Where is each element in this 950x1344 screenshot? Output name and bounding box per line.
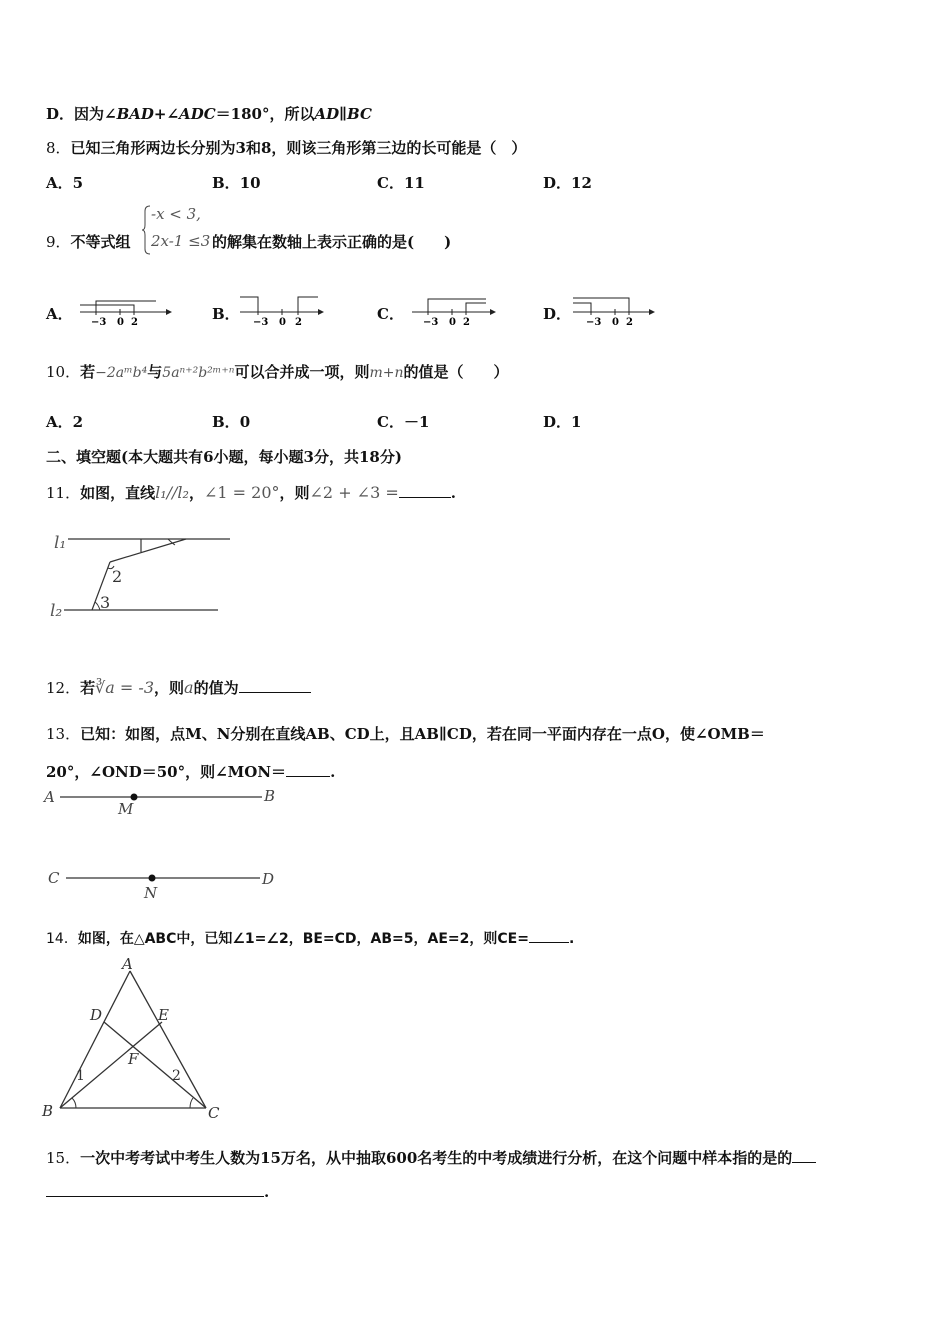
svg-text:2: 2 — [112, 567, 123, 586]
svg-text:3: 3 — [100, 593, 111, 612]
q10-option-c: C．－1 — [377, 413, 430, 431]
svg-text:1: 1 — [76, 1068, 85, 1084]
q12-answer-blank[interactable] — [239, 691, 311, 693]
q8-option-d: D．12 — [543, 174, 592, 192]
svg-text:2: 2 — [626, 317, 633, 328]
svg-text:B: B — [42, 1102, 54, 1120]
q13-figure — [44, 786, 294, 904]
q11-answer-blank[interactable] — [399, 496, 451, 498]
svg-text:−3: −3 — [253, 317, 269, 328]
svg-text:l₁: l₁ — [54, 533, 67, 553]
svg-text:F: F — [128, 1050, 139, 1068]
q8-option-c: C．11 — [377, 174, 425, 192]
q13-line2: 20°，∠OND＝50°，则∠MON＝ . — [46, 763, 336, 781]
svg-text:l₂: l₂ — [50, 601, 63, 621]
q10-option-a: A．2 — [46, 413, 84, 431]
q10-option-d: D．1 — [543, 413, 582, 431]
q14-answer-blank[interactable] — [529, 941, 569, 943]
svg-text:E: E — [158, 1006, 169, 1024]
svg-text:C: C — [208, 1104, 220, 1122]
q9-option-d: D． — [543, 305, 572, 323]
q9-option-a: A． — [46, 305, 73, 323]
q9-stem-after: 的解集在数轴上表示正确的是( ) — [212, 233, 452, 251]
svg-text:−3: −3 — [423, 317, 439, 328]
q10-option-b: B．0 — [212, 413, 251, 431]
section2-title: 二、填空题(本大题共有6小题，每小题3分，共18分) — [46, 448, 402, 466]
svg-text:0: 0 — [117, 317, 124, 328]
svg-text:A: A — [44, 788, 55, 806]
q15-answer-blank-1[interactable] — [792, 1161, 816, 1163]
q8-option-a: A．5 — [46, 174, 84, 192]
svg-text:D: D — [262, 870, 275, 888]
svg-text:2: 2 — [131, 317, 138, 328]
q13-line1: 13．已知：如图，点M、N分别在直线AB、CD上，且AB∥CD，若在同一平面内存在一点O，使∠OMB＝ — [46, 725, 765, 743]
q11-figure — [44, 528, 244, 628]
q10-stem: 10．若−2aᵐb⁴与5aⁿ⁺²b²ᵐ⁺ⁿ可以合并成一项，则m+n的值是（ ） — [46, 363, 509, 381]
svg-text:C: C — [48, 869, 60, 887]
q9-stem-number: 9．不等式组 — [46, 233, 131, 251]
q13-answer-blank[interactable] — [286, 775, 330, 777]
q15-line2: . — [46, 1183, 269, 1201]
svg-text:2: 2 — [463, 317, 470, 328]
q9-system-line2: 2x-1 ≤3 — [151, 232, 211, 250]
svg-text:0: 0 — [279, 317, 286, 328]
q14-stem: 14．如图，在△ABC中，已知∠1=∠2，BE=CD，AB=5，AE=2，则CE= . — [46, 931, 575, 947]
q9-numberline-d — [571, 294, 666, 330]
svg-text:N: N — [144, 884, 158, 902]
svg-text:M: M — [118, 800, 134, 818]
svg-text:D: D — [90, 1006, 103, 1024]
svg-text:−3: −3 — [586, 317, 602, 328]
q9-numberline-c — [410, 294, 505, 330]
q14-figure — [40, 956, 230, 1122]
q8-option-b: B．10 — [212, 174, 261, 192]
svg-text:0: 0 — [449, 317, 456, 328]
svg-text:2: 2 — [295, 317, 302, 328]
q7-option-d: D．因为∠BAD+∠ADC＝180°，所以AD∥BC — [46, 105, 372, 123]
q9-system-line1: -x < 3, — [151, 205, 201, 223]
q15-stem: 15．一次中考考试中考生人数为15万名，从中抽取600名考生的中考成绩进行分析，在这个问题中样本指的是的 — [46, 1147, 816, 1168]
svg-text:B: B — [264, 787, 276, 805]
q9-option-b: B． — [212, 305, 240, 323]
q11-stem: 11．如图，直线l₁//l₂，∠1 = 20°，则∠2 + ∠3 = . — [46, 483, 456, 502]
q12-stem: 12．若∛a = -3，则a的值为 — [46, 677, 311, 698]
svg-text:A: A — [122, 955, 133, 973]
q9-numberline-a — [78, 294, 173, 330]
svg-text:−3: −3 — [91, 317, 107, 328]
q9-option-c: C． — [377, 305, 404, 323]
q15-answer-blank-2[interactable] — [46, 1195, 264, 1197]
q9-numberline-b — [238, 294, 333, 330]
q8-stem: 8．已知三角形两边长分别为3和8，则该三角形第三边的长可能是（ ） — [46, 139, 527, 157]
svg-text:0: 0 — [612, 317, 619, 328]
svg-text:2: 2 — [172, 1068, 181, 1084]
